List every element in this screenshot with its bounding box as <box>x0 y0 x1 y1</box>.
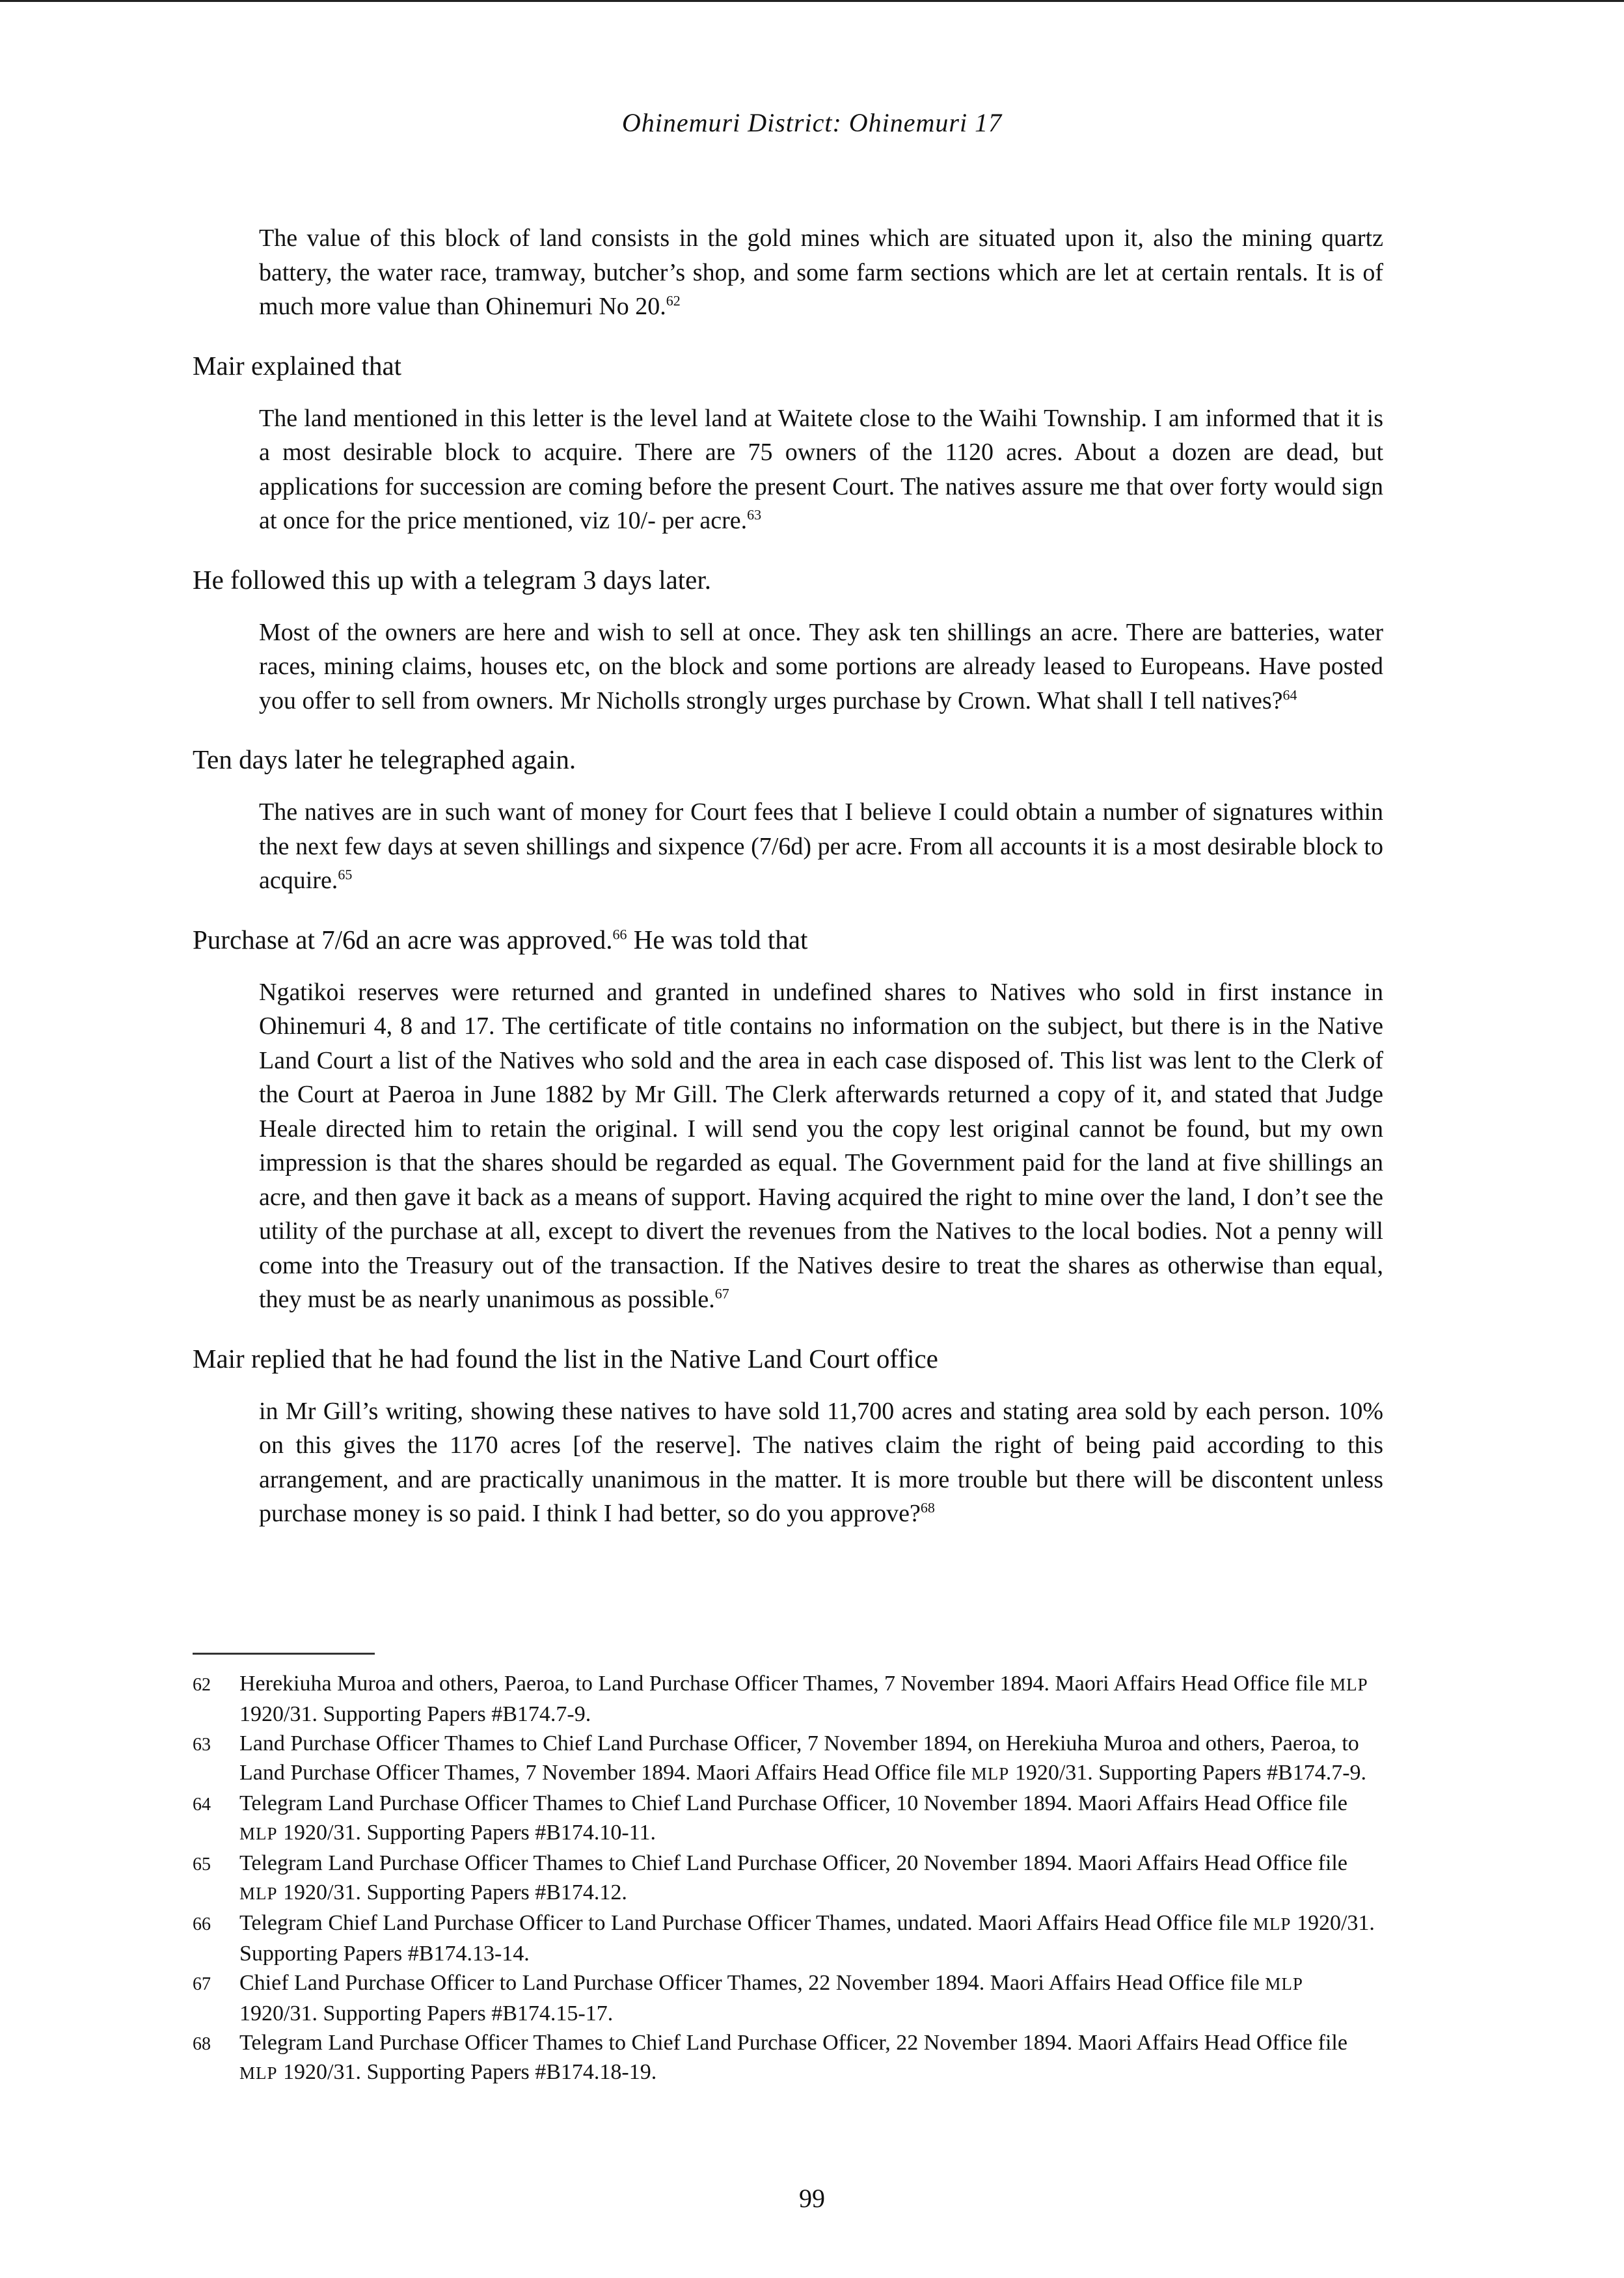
footnote-number: 68 <box>193 2034 211 2054</box>
footnote-number: 65 <box>193 1854 211 1875</box>
footnote-ref[interactable]: 66 <box>612 925 627 942</box>
footnote-number: 67 <box>193 1974 211 1994</box>
footnote <box>193 1849 1383 1908</box>
intro-line: Ten days later he telegraphed again. <box>193 744 576 774</box>
footnotes <box>193 1669 1383 2088</box>
footnote-ref[interactable]: 63 <box>747 506 762 523</box>
footnote-number: 63 <box>193 1735 211 1755</box>
intro-line: Mair replied that he had found the list in the Native Land Court office <box>193 1343 938 1374</box>
footnote-ref[interactable]: 62 <box>666 292 681 309</box>
footnote-ref[interactable]: 68 <box>920 1499 935 1516</box>
footnote <box>193 2028 1383 2088</box>
footnote <box>193 1968 1383 2028</box>
block-quote: Most of the owners are here and wish to sell at once. They ask ten shillings an acre. There are batteries, water races, mining claims, houses etc, on the block and some portions are already leased to Europeans. Have posted you offer to sell from owners. Mr Nicholls strongly urges purchase by Crown. What shall I tell natives?$^{64}$ <box>259 618 1383 714</box>
block-quote: Ngatikoi reserves were returned and granted in undefined shares to Natives who sold in first instance in Ohinemuri 4, 8 and 17. The certificate of title contains no information on the subject, but there is in the Native Land Court a list of the Natives who sold and the area in each case disposed of. This list was lent to the Clerk of the Court at Paeroa in June 1882 by Mr Gill. The Clerk afterwards returned a copy of it, and stated that Judge Heale directed him to retain the original. I will send you the copy lest original cannot be found, but my own impression is that the shares should be regarded as equal. The Government paid for the land at five shillings an acre, and then gave it back as a means of support. Having acquired the right to mine over the land, I don’t see the utility of the purchase at all, except to divert the revenues from the Natives to the local bodies. Not a penny will come into the Treasury out of the transaction. If the Natives desire to treat the shares as otherwise than equal, they must be as nearly unanimous as possible.$^{67}$ <box>259 978 1383 1313</box>
footnote-text: Telegram Land Purchase Officer Thames to Chief Land Purchase Officer, 20 November 1894. Maori Affairs Head Office file MLP 1920/31. Supporting Papers #B174.12. <box>239 1851 1347 1905</box>
footnote <box>193 1669 1383 1729</box>
block-quote: The land mentioned in this letter is the level land at Waitete close to the Waihi Township. I am informed that it is a most desirable block to acquire. There are 75 owners of the 1120 acres. About a dozen are dead, but applications for succession are coming before the present Court. The natives assure me that over forty would sign at once for the price mentioned, viz 10/- per acre.$^{63}$ <box>259 404 1383 534</box>
block-quote: in Mr Gill’s writing, showing these natives to have sold 11,700 acres and stating area sold by each person. 10% on this gives the 1170 acres [of the reserve]. The natives claim the right of being paid according to this arrangement, and are practically unanimous in the matter. It is more trouble but there will be discontent unless purchase money is so paid. I think I had better, so do you approve?$^{68}$ <box>259 1397 1383 1527</box>
footnote-text: Telegram Land Purchase Officer Thames to Chief Land Purchase Officer, 10 November 1894. Maori Affairs Head Office file MLP 1920/31. Supporting Papers #B174.10-11. <box>239 1791 1347 1845</box>
footnote <box>193 1908 1383 1968</box>
intro-line: Purchase at 7/6d an acre was approved.$^{66}$ He was told that <box>193 924 808 955</box>
footnote-text: Land Purchase Officer Thames to Chief Land Purchase Officer, 7 November 1894, on Herekiuha Muroa and others, Paeroa, to Land Purchase Officer Thames, 7 November 1894. Maori Affairs Head Office file MLP 1920/31. Supporting Papers #B174.7-9. <box>239 1731 1367 1785</box>
footnote-number: 64 <box>193 1795 211 1815</box>
footnote-number: 66 <box>193 1914 211 1934</box>
footnote-text: Telegram Chief Land Purchase Officer to Land Purchase Officer Thames, undated. Maori Affairs Head Office file MLP 1920/31. Supporting Papers #B174.13-14. <box>239 1911 1375 1966</box>
footnote-text: Herekiuha Muroa and others, Paeroa, to Land Purchase Officer Thames, 7 November 1894. Maori Affairs Head Office file MLP 1920/31. Supporting Papers #B174.7-9. <box>239 1672 1368 1726</box>
footnote-text: Chief Land Purchase Officer to Land Purchase Officer Thames, 22 November 1894. Maori Affairs Head Office file MLP 1920/31. Supporting Papers #B174.15-17. <box>239 1971 1303 2026</box>
footnote <box>193 1789 1383 1849</box>
block-quote: The natives are in such want of money for Court fees that I believe I could obtain a number of signatures within the next few days at seven shillings and sixpence (7/6d) per acre. From all accounts it is a most desirable block to acquire.$^{65}$ <box>259 798 1383 894</box>
top-border-rule <box>0 0 1624 2</box>
footnote-separator <box>193 1653 375 1655</box>
footnote-ref[interactable]: 67 <box>714 1285 729 1302</box>
footnote-number: 62 <box>193 1675 211 1695</box>
block-quote: The value of this block of land consists in the gold mines which are situated upon it, also the mining quartz battery, the water race, tramway, butcher’s shop, and some farm sections which are let at certain rentals. It is of much more value than Ohinemuri No 20.62 <box>259 224 1383 320</box>
footnote-ref[interactable]: 65 <box>338 866 353 883</box>
main-text <box>193 221 1383 1556</box>
intro-line: Mair explained that <box>193 350 402 381</box>
footnote-text: Telegram Land Purchase Officer Thames to Chief Land Purchase Officer, 22 November 1894. Maori Affairs Head Office file MLP 1920/31. Supporting Papers #B174.18-19. <box>239 2031 1347 2084</box>
running-header: Ohinemuri District: Ohinemuri 17 <box>621 108 1003 137</box>
page-number: 99 <box>799 2184 825 2213</box>
intro-line: He followed this up with a telegram 3 days later. <box>193 564 712 595</box>
footnote-ref[interactable]: 64 <box>1282 686 1297 703</box>
footnote <box>193 1729 1383 1789</box>
